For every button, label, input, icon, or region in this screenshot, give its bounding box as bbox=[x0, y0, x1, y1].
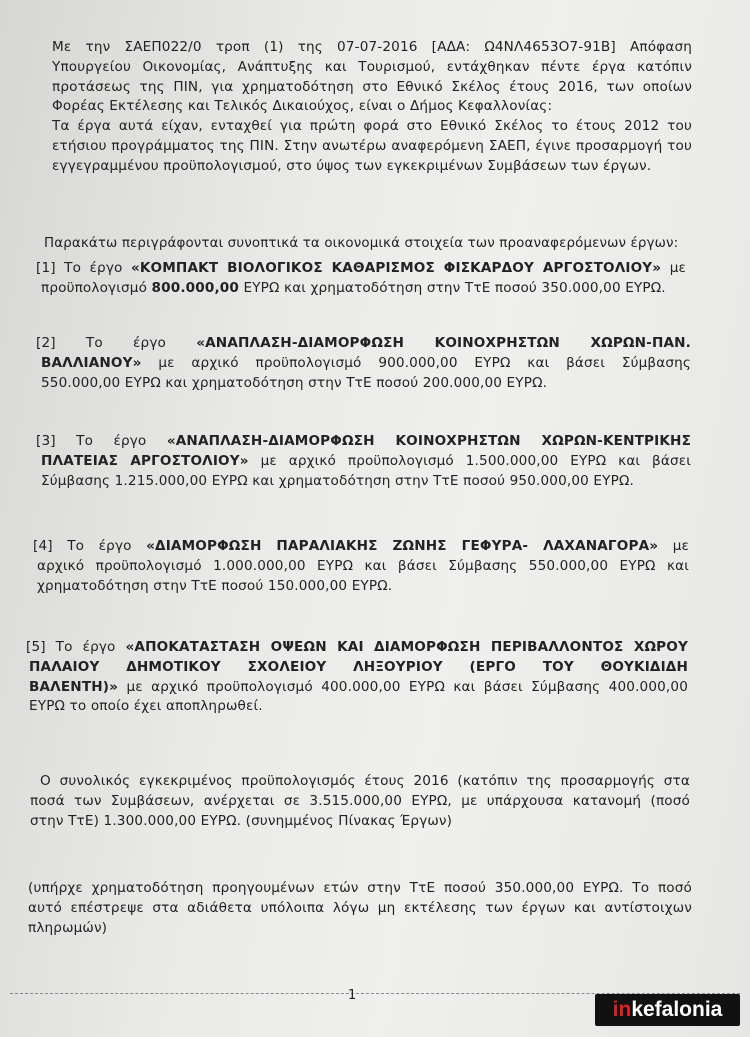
text-line: πληρωμών) bbox=[28, 919, 108, 936]
total-paragraph bbox=[30, 772, 690, 831]
text-line: αυτό επέστρεψε στα αδιάθετα υπόλοιπα λόγω μη εκτέλεσης των έργων και αντίστοιχων bbox=[28, 899, 692, 916]
project-5 bbox=[26, 638, 688, 717]
text-line: προϋπολογισμό 800.000,00 ΕΥΡΩ και χρηματοδότηση στην ΤτΕ ποσού 350.000,00 ΕΥΡΩ. bbox=[41, 279, 666, 296]
text-line: ΠΛΑΤΕΙΑΣ ΑΡΓΟΣΤΟΛΙΟΥ» με αρχικό προϋπολογισμό 1.500.000,00 ΕΥΡΩ και βάσει bbox=[41, 452, 691, 469]
text-line: Με την ΣΑΕΠ022/0 τροπ (1) της 07-07-2016 [ΑΔΑ: Ω4ΝΛ4653Ο7-91Β] Απόφαση bbox=[52, 39, 692, 55]
text-line: ΒΑΛΛΙΑΝΟΥ» με αρχικό προϋπολογισμό 900.000,00 ΕΥΡΩ και βάσει Σύμβασης bbox=[41, 354, 691, 371]
note-paragraph bbox=[28, 879, 692, 938]
text-line: [3] Το έργο «ΑΝΑΠΛΑΣΗ-ΔΙΑΜΟΡΦΩΣΗ ΚΟΙΝΟΧΡΗΣΤΩΝ ΧΩΡΩΝ-ΚΕΝΤΡΙΚΗΣ bbox=[36, 433, 692, 449]
text-line: [4] Το έργο «ΔΙΑΜΟΡΦΩΣΗ ΠΑΡΑΛΙΑΚΗΣ ΖΩΝΗΣ ΓΕΦΥΡΑ- ΛΑΧΑΝΑΓΟΡΑ» με bbox=[33, 538, 689, 554]
text-line: ετήσιου προγράμματος της ΠΙΝ. Στην ανωτέρω αναφερόμενη ΣΑΕΠ, έγινε προσαρμογή του bbox=[52, 137, 692, 154]
project-title: «ΑΠΟΚΑΤΑΣΤΑΣΗ ΟΨΕΩΝ ΚΑΙ ΔΙΑΜΟΡΦΩΣΗ ΠΕΡΙΒΑΛΛΟΝΤΟΣ ΧΩΡΟΥ bbox=[125, 639, 688, 655]
text-line: χρηματοδότηση στην ΤτΕ ποσού 150.000,00 ΕΥΡΩ. bbox=[37, 577, 393, 594]
project-title: «ΚΟΜΠΑΚΤ ΒΙΟΛΟΓΙΚΟΣ ΚΑΘΑΡΙΣΜΟΣ ΦΙΣΚΑΡΔΟΥ ΑΡΓΟΣΤΟΛΙΟΥ» bbox=[130, 260, 662, 276]
text-line: ποσά των Συμβάσεων, ανέρχεται σε 3.515.000,00 ΕΥΡΩ, με υπάρχουσα κατανομή (ποσό bbox=[30, 792, 690, 809]
summary-intro bbox=[44, 234, 684, 254]
text-line: [5] Το έργο «ΑΠΟΚΑΤΑΣΤΑΣΗ ΟΨΕΩΝ ΚΑΙ ΔΙΑΜΟΡΦΩΣΗ ΠΕΡΙΒΑΛΛΟΝΤΟΣ ΧΩΡΟΥ bbox=[26, 639, 688, 655]
text-line: (υπήρχε χρηματοδότηση προηγουμένων ετών στην ΤτΕ ποσού 350.000,00 ΕΥΡΩ. Το ποσό bbox=[28, 880, 692, 896]
text-line: Τα έργα αυτά είχαν, ενταχθεί για πρώτη φορά στο Εθνικό Σκέλος το έτους 2012 του bbox=[52, 118, 692, 135]
text-line: προτάσεως της ΠΙΝ, για χρηματοδότηση στο Εθνικό Σκέλος έτους 2016, των οποίων bbox=[52, 78, 692, 95]
inkefalonia-logo bbox=[595, 994, 740, 1026]
text-line: [2] Το έργο «ΑΝΑΠΛΑΣΗ-ΔΙΑΜΟΡΦΩΣΗ ΚΟΙΝΟΧΡΗΣΤΩΝ ΧΩΡΩΝ-ΠΑΝ. bbox=[36, 335, 691, 351]
text-line: Ο συνολικός εγκεκριμένος προϋπολογισμός έτους 2016 (κατόπιν της προσαρμογής στα bbox=[40, 773, 690, 789]
project-4 bbox=[33, 537, 689, 596]
logo-suffix: kefalonia bbox=[631, 998, 723, 1021]
text-line: Φορέας Εκτέλεσης και Τελικός Δικαιούχος, είναι ο Δήμος Κεφαλλονίας: bbox=[52, 98, 553, 115]
project-2 bbox=[36, 334, 691, 393]
project-title: «ΔΙΑΜΟΡΦΩΣΗ ΠΑΡΑΛΙΑΚΗΣ ΖΩΝΗΣ ΓΕΦΥΡΑ- ΛΑΧΑΝΑΓΟΡΑ» bbox=[146, 538, 659, 554]
logo-prefix: in bbox=[612, 998, 632, 1021]
text-line: Παρακάτω περιγράφονται συνοπτικά τα οικονομικά στοιχεία των προαναφερόμενων έργων: bbox=[44, 236, 679, 251]
project-3 bbox=[36, 432, 691, 491]
text-line: Υπουργείου Οικονομίας, Ανάπτυξης και Τουρισμού, εντάχθηκαν πέντε έργα κατόπιν bbox=[52, 58, 692, 75]
text-line: ΕΥΡΩ το οποίο έχει αποπληρωθεί. bbox=[29, 698, 263, 715]
project-title: «ΑΝΑΠΛΑΣΗ-ΔΙΑΜΟΡΦΩΣΗ ΚΟΙΝΟΧΡΗΣΤΩΝ ΧΩΡΩΝ-ΠΑΝ. bbox=[196, 335, 691, 351]
text-line: στην ΤτΕ) 1.300.000,00 ΕΥΡΩ. (συνημμένος Πίνακας Έργων) bbox=[30, 812, 453, 829]
text-line: ΒΑΛΕΝΤΗ)» με αρχικό προϋπολογισμό 400.000,00 ΕΥΡΩ και βάσει Σύμβασης 400.000,00 bbox=[29, 678, 688, 695]
text-line: [1] Το έργο «ΚΟΜΠΑΚΤ ΒΙΟΛΟΓΙΚΟΣ ΚΑΘΑΡΙΣΜΟΣ ΦΙΣΚΑΡΔΟΥ ΑΡΓΟΣΤΟΛΙΟΥ» με bbox=[36, 260, 686, 276]
project-title: «ΑΝΑΠΛΑΣΗ-ΔΙΑΜΟΡΦΩΣΗ ΚΟΙΝΟΧΡΗΣΤΩΝ ΧΩΡΩΝ-ΚΕΝΤΡΙΚΗΣ bbox=[166, 433, 692, 449]
text-line: εγγεγραμμένου προϋπολογισμού, στο ύψος των εγκεκριμένων Συμβάσεων των έργων. bbox=[52, 157, 652, 174]
text-line: αρχικό προϋπολογισμό 1.000.000,00 ΕΥΡΩ και βάσει Σύμβασης 550.000,00 ΕΥΡΩ και bbox=[37, 557, 689, 574]
text-line: 550.000,00 ΕΥΡΩ και χρηματοδότηση στην ΤτΕ ποσού 200.000,00 ΕΥΡΩ. bbox=[41, 374, 548, 391]
intro-paragraph bbox=[52, 38, 692, 177]
text-line: Σύμβασης 1.215.000,00 ΕΥΡΩ και χρηματοδότηση στην ΤτΕ ποσού 950.000,00 ΕΥΡΩ. bbox=[41, 472, 634, 489]
project-1 bbox=[36, 259, 686, 299]
page-number: 1 bbox=[348, 988, 357, 1003]
text-line: ΠΑΛΑΙΟΥ ΔΗΜΟΤΙΚΟΥ ΣΧΟΛΕΙΟΥ ΛΗΞΟΥΡΙΟΥ (ΕΡΓΟ ΤΟΥ ΘΟΥΚΙΔΙΔΗ bbox=[29, 658, 688, 675]
